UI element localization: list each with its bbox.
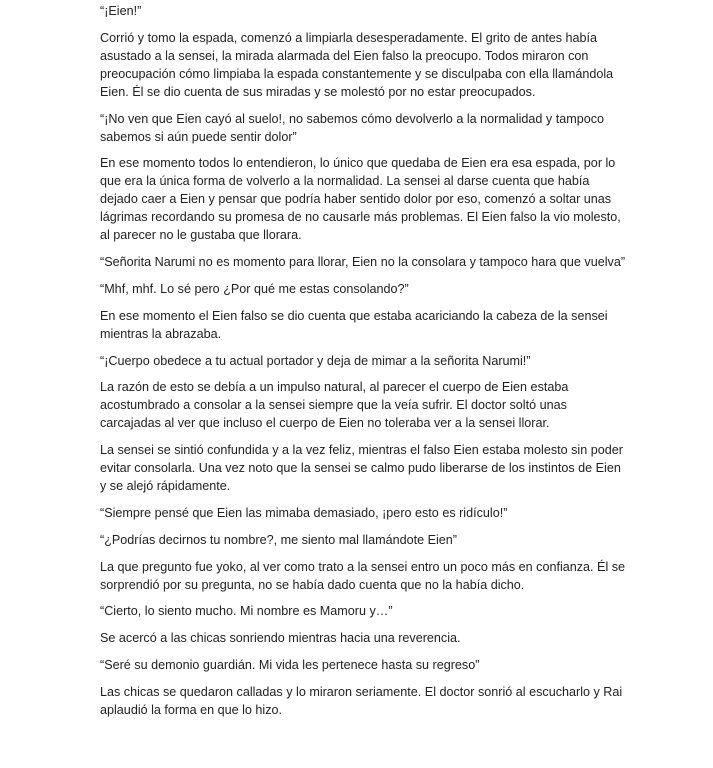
paragraph: “¡No ven que Eien cayó al suelo!, no sabemos cómo devolverlo a la normalidad y tampoco sabemos si aún puede sentir dolor” — [100, 111, 605, 144]
paragraph: Las chicas se quedaron calladas y lo miraron seriamente. El doctor sonrió al escucharlo y Rai aplaudió la forma en que lo hizo. — [100, 684, 623, 717]
paragraph: “¡Eien!” — [100, 4, 142, 18]
paragraph: Se acercó a las chicas sonriendo mientras hacia una reverencia. — [100, 631, 461, 646]
paragraph: “¿Podrías decirnos tu nombre?, me siento mal llamándote Eien” — [100, 532, 457, 547]
paragraph: “¡Cuerpo obedece a tu actual portador y deja de mimar a la señorita Narumi!” — [100, 353, 531, 368]
paragraph: “Seré su demonio guardián. Mi vida les pertenece hasta su regreso” — [100, 657, 480, 672]
paragraph: “Siempre pensé que Eien las mimaba demasiado, ¡pero esto es ridículo!” — [100, 505, 508, 520]
paragraph: La que pregunto fue yoko, al ver como trato a la sensei entro un poco más en confianza. Él se sorprendió por su pregunta, no se había dado cuenta que no la había dicho. — [100, 559, 626, 592]
document-body — [100, 2, 630, 728]
paragraph: La razón de esto se debía a un impulso natural, al parecer el cuerpo de Eien estaba acostumbrado a consolar a la sensei siempre que la veía sufrir. El doctor soltó unas carcajadas al ver que incluso el cuerpo de Eien no toleraba ver a la sensei llorar. — [100, 380, 569, 431]
paragraph: En ese momento el Eien falso se dio cuenta que estaba acariciando la cabeza de la sensei mientras la abrazaba. — [100, 308, 608, 341]
paragraph: La sensei se sintió confundida y a la vez feliz, mientras el falso Eien estaba molesto sin poder evitar consolarla. Una vez noto que la sensei se calmo pudo liberarse de los instintos de Eien y se alejó rápidamente. — [100, 443, 623, 494]
paragraph: En ese momento todos lo entendieron, lo único que quedaba de Eien era esa espada, por lo que era la única forma de volverlo a la normalidad. La sensei al darse cuenta que había dejado caer a Eien y pensar que podría haber sentido dolor por eso, comenzó a soltar unas lágrimas recordando su promesa de no causarle más problemas. El Eien falso la vio molesto, al parecer no le gustaba que llorara. — [100, 156, 621, 243]
paragraph: “Mhf, mhf. Lo sé pero ¿Por qué me estas consolando?” — [100, 281, 409, 296]
paragraph: “Cierto, lo siento mucho. Mi nombre es Mamoru y…” — [100, 604, 393, 619]
paragraph: Corrió y tomo la espada, comenzó a limpiarla desesperadamente. El grito de antes había asustado a la sensei, la mirada alarmada del Eien falso la preocupo. Todos miraron con preocupación cómo limpiaba la espada constantemente y se disculpaba con ella llamándola Eien. Él se dio cuenta de sus miradas y se molestó por no estar preocupados. — [100, 30, 614, 99]
paragraph: “Señorita Narumi no es momento para llorar, Eien no la consolara y tampoco hara que vuelva” — [100, 255, 626, 270]
